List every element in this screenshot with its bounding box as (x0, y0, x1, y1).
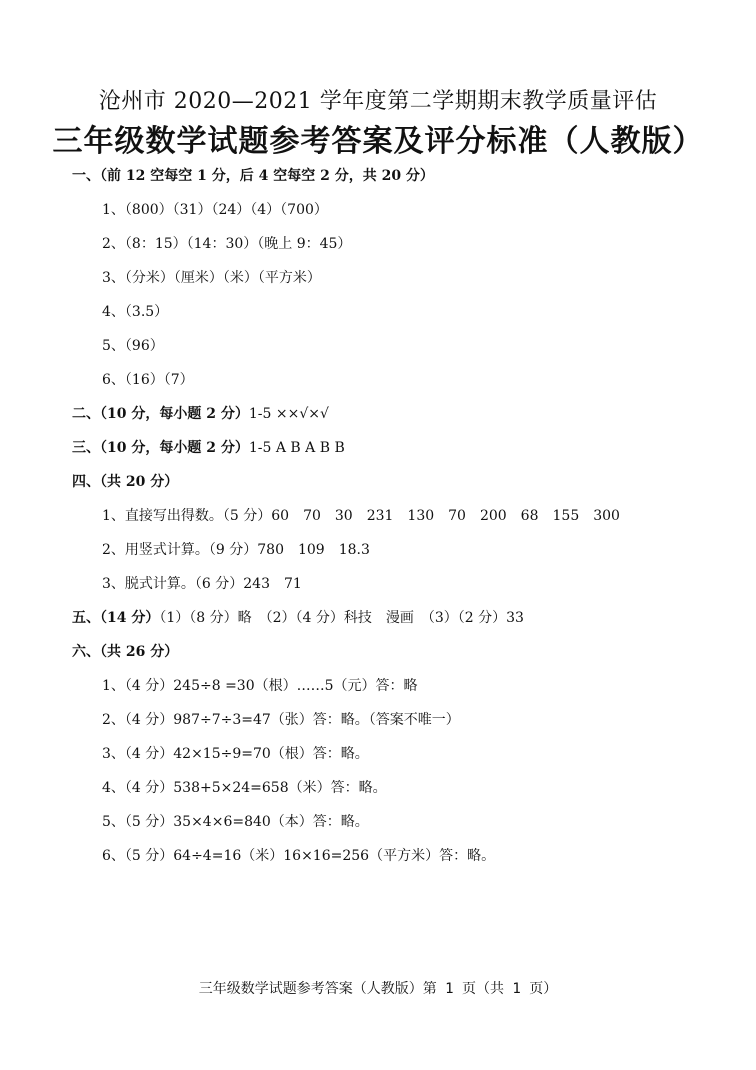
section-3-row (72, 438, 345, 458)
page-footer: 三年级数学试题参考答案（人教版）第 1 页（共 1 页） (198, 981, 558, 997)
section-heading: 六、（共 26 分） (72, 644, 179, 660)
section-6-heading (72, 642, 178, 662)
section-heading: 三、（10 分，每小题 2 分） (72, 440, 249, 456)
answer-line: 5、（96） (102, 338, 164, 354)
section-heading: 四、（共 20 分） (72, 474, 179, 490)
answer-line: 6、（16）（7） (102, 372, 194, 388)
answer-line: 1、（4 分）245÷8 =30（根）……5（元）答：略 (102, 678, 418, 694)
section-answer: （1）（8 分）略 （2）（4 分）科技 漫画 （3）（2 分）33 (159, 610, 524, 626)
answer-line: 2、用竖式计算。（9 分）780 109 18.3 (102, 542, 370, 558)
answer-line: 6、（5 分）64÷4=16（米）16×16=256（平方米）答：略。 (102, 848, 496, 864)
section-5-row (72, 608, 524, 628)
answer-line: 5、（5 分）35×4×6=840（本）答：略。 (102, 814, 369, 830)
section-heading: 五、（14 分） (72, 610, 160, 626)
section-4-heading (72, 472, 178, 492)
section-heading: 一、（前 12 空每空 1 分，后 4 空每空 2 分，共 20 分） (72, 168, 434, 184)
document-title-line2: 三年级数学试题参考答案及评分标准（人教版） (52, 124, 704, 159)
answer-line: 1、（800）（31）（24）（4）（700） (102, 202, 328, 218)
answer-line: 3、脱式计算。（6 分）243 71 (102, 576, 302, 592)
section-2-row (72, 404, 329, 424)
section-1-heading (72, 166, 434, 186)
answer-line: 4、（4 分）538+5×24=658（米）答：略。 (102, 780, 387, 796)
answer-line: 2、（4 分）987÷7÷3=47（张）答：略。（答案不唯一） (102, 712, 460, 728)
document-title-line1: 沧州市 2020—2021 学年度第二学期期末教学质量评估 (98, 89, 658, 114)
answer-line: 3、（分米）（厘米）（米）（平方米） (102, 270, 321, 286)
answer-line: 3、（4 分）42×15÷9=70（根）答：略。 (102, 746, 369, 762)
section-answer: 1-5 ××√×√ (248, 406, 329, 422)
answer-line: 4、（3.5） (102, 304, 169, 320)
section-heading: 二、（10 分，每小题 2 分） (72, 406, 249, 422)
answer-line: 2、（8：15）（14：30）（晚上 9：45） (102, 236, 352, 252)
section-answer: 1-5 A B A B B (248, 440, 345, 456)
answer-line: 1、直接写出得数。（5 分）60 70 30 231 130 70 200 68 155 300 (102, 508, 620, 524)
